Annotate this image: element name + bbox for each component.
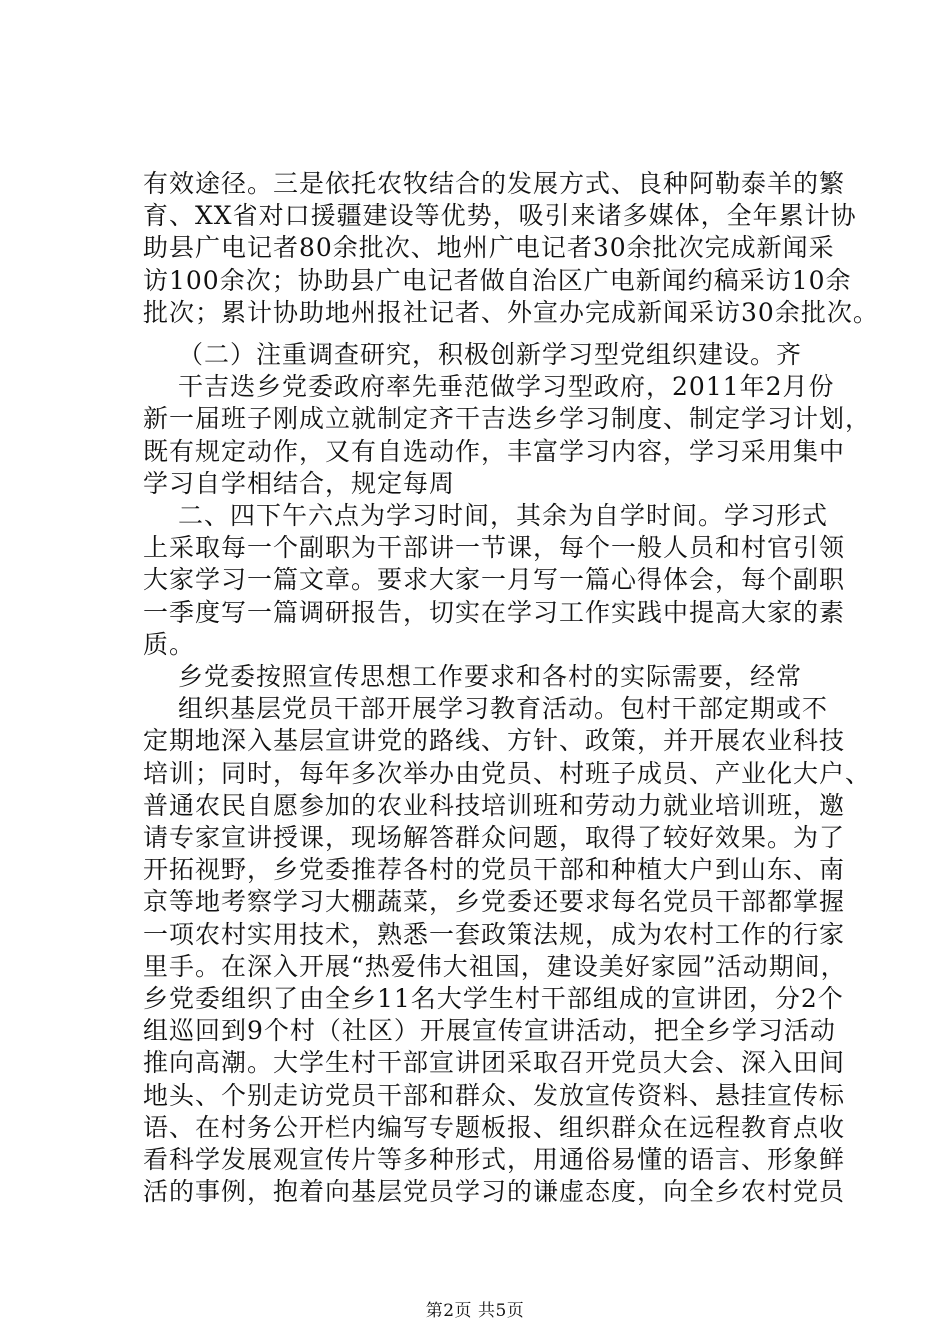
text-line: 组巡回到9个村（社区）开展宣传宣讲活动，把全乡学习活动 [143, 1016, 836, 1045]
text-line: 既有规定动作，又有自选动作，丰富学习内容，学习采用集中 [143, 437, 846, 466]
text-line: 乡党委组织了由全乡11名大学生村干部组成的宣讲团，分2个 [143, 984, 844, 1013]
text-line: 普通农民自愿参加的农业科技培训班和劳动力就业培训班，邀 [143, 791, 846, 820]
section-heading: （二）注重调查研究，积极创新学习型党组织建设。齐 [178, 340, 803, 369]
text-line: 批次；累计协助地州报社记者、外宣办完成新闻采访30余批次。 [143, 298, 879, 327]
text-line: 地头、个别走访党员干部和群众、发放宣传资料、悬挂宣传标 [143, 1081, 846, 1110]
text-line: 访100余次；协助县广电记者做自治区广电新闻约稿采访10余 [143, 266, 852, 295]
page-number-footer: 第2页 共5页 [425, 1301, 525, 1321]
text-line: 定期地深入基层宣讲党的路线、方针、政策，并开展农业科技 [143, 726, 846, 755]
text-line: 质。 [143, 630, 196, 659]
text-line: 新一届班子刚成立就制定齐干吉迭乡学习制度、制定学习计划， [143, 404, 872, 433]
text-line: 学习自学相结合，规定每周 [143, 469, 456, 498]
text-line: 二、四下午六点为学习时间，其余为自学时间。学习形式 [178, 501, 829, 530]
text-line: 上采取每一个副职为干部讲一节课，每个一般人员和村官引领 [143, 533, 846, 562]
text-line: 活的事例，抱着向基层党员学习的谦虚态度，向全乡农村党员 [143, 1177, 846, 1206]
text-line: 推向高潮。大学生村干部宣讲团采取召开党员大会、深入田间 [143, 1048, 846, 1077]
text-line: 干吉迭乡党委政府率先垂范做学习型政府，2011年2月份 [178, 372, 835, 401]
text-line: 乡党委按照宣传思想工作要求和各村的实际需要，经常 [178, 662, 803, 691]
text-line: 育、XX省对口援疆建设等优势，吸引来诸多媒体，全年累计协 [143, 201, 857, 230]
text-line: 有效途径。三是依托农牧结合的发展方式、良种阿勒泰羊的繁 [143, 169, 846, 198]
text-line: 开拓视野，乡党委推荐各村的党员干部和种植大户到山东、南 [143, 855, 846, 884]
text-line: 培训；同时，每年多次举办由党员、村班子成员、产业化大户、 [143, 759, 872, 788]
text-line: 助县广电记者80余批次、地州广电记者30余批次完成新闻采 [143, 233, 835, 262]
text-line: 一项农村实用技术，熟悉一套政策法规，成为农村工作的行家 [143, 920, 846, 949]
text-line: 一季度写一篇调研报告，切实在学习工作实践中提高大家的素 [143, 598, 846, 627]
text-line: 里手。在深入开展“热爱伟大祖国，建设美好家园”活动期间， [143, 952, 847, 981]
text-line: 请专家宣讲授课，现场解答群众问题，取得了较好效果。为了 [143, 823, 846, 852]
text-line: 语、在村务公开栏内编写专题板报、组织群众在远程教育点收 [143, 1113, 846, 1142]
text-line: 大家学习一篇文章。要求大家一月写一篇心得体会，每个副职 [143, 565, 846, 594]
text-line: 看科学发展观宣传片等多种形式，用通俗易懂的语言、形象鲜 [143, 1145, 846, 1174]
text-line: 京等地考察学习大棚蔬菜，乡党委还要求每名党员干部都掌握 [143, 887, 846, 916]
text-line: 组织基层党员干部开展学习教育活动。包村干部定期或不 [178, 694, 829, 723]
